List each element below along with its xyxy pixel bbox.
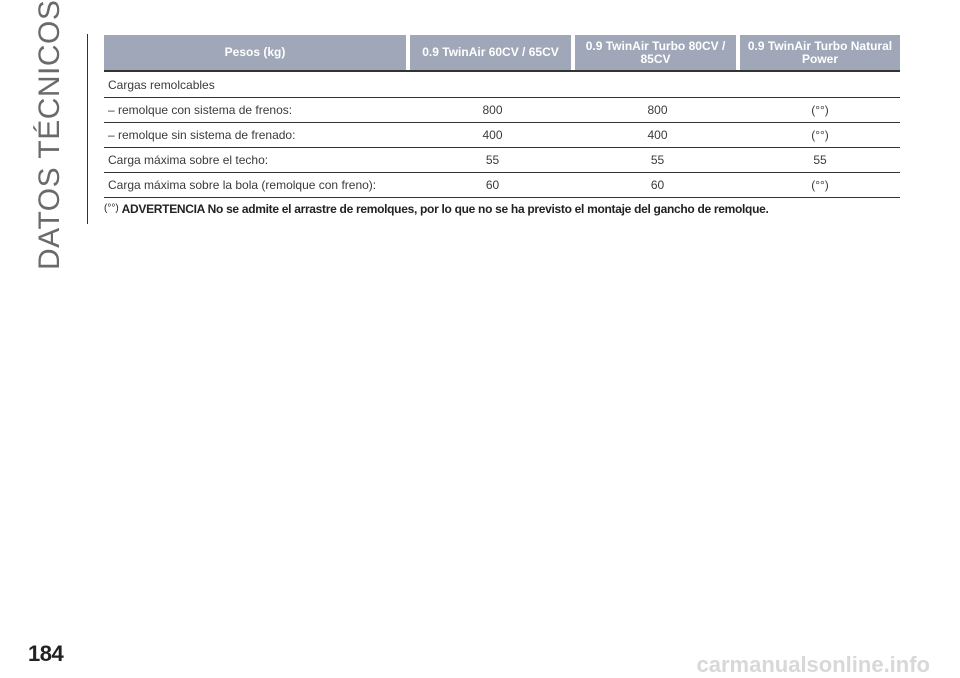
row-value: 55	[813, 153, 827, 167]
header-twinair-turbo-80: 0.9 TwinAir Turbo 80CV / 85CV	[575, 35, 736, 70]
row-label: Carga máxima sobre la bola (remolque con freno):	[108, 178, 377, 192]
row-value: 55	[650, 153, 665, 167]
row-value: 400	[647, 128, 668, 142]
weights-table	[104, 35, 900, 198]
table-row	[104, 173, 900, 198]
section-title	[20, 0, 80, 270]
row-value: (°°)	[811, 128, 829, 142]
table-row	[104, 148, 900, 173]
row-value: 800	[482, 103, 503, 117]
row-label: – remolque con sistema de frenos:	[108, 103, 293, 117]
section-label: Cargas remolcables	[108, 77, 215, 92]
footnote-mark: (°°)	[104, 203, 119, 214]
row-label: Carga máxima sobre el techo:	[108, 153, 269, 167]
table-row	[104, 123, 900, 148]
section-title-text: DATOS TÉCNICOS	[33, 0, 66, 270]
table-row	[104, 98, 900, 123]
header-twinair-natural-power: 0.9 TwinAir Turbo Natural Power	[740, 35, 900, 70]
row-value: 800	[647, 103, 668, 117]
page-number: 184	[28, 641, 64, 666]
section-divider	[87, 34, 88, 224]
table-section-row	[104, 72, 900, 98]
header-weights: Pesos (kg)	[104, 35, 406, 70]
row-value: 60	[485, 178, 500, 192]
row-value: (°°)	[811, 178, 829, 192]
watermark: carmanualsonline.info	[696, 652, 930, 677]
footnote-text: ADVERTENCIA No se admite el arrastre de remolques, por lo que no se ha previsto el montaje del gancho de remolque.	[121, 202, 769, 216]
table-header	[104, 35, 900, 72]
row-value: 400	[482, 128, 503, 142]
row-label: – remolque sin sistema de frenado:	[108, 128, 296, 142]
header-twinair-60: 0.9 TwinAir 60CV / 65CV	[410, 35, 571, 70]
footnote	[104, 202, 769, 216]
row-value: 55	[485, 153, 500, 167]
row-value: 60	[650, 178, 665, 192]
row-value: (°°)	[811, 103, 829, 117]
